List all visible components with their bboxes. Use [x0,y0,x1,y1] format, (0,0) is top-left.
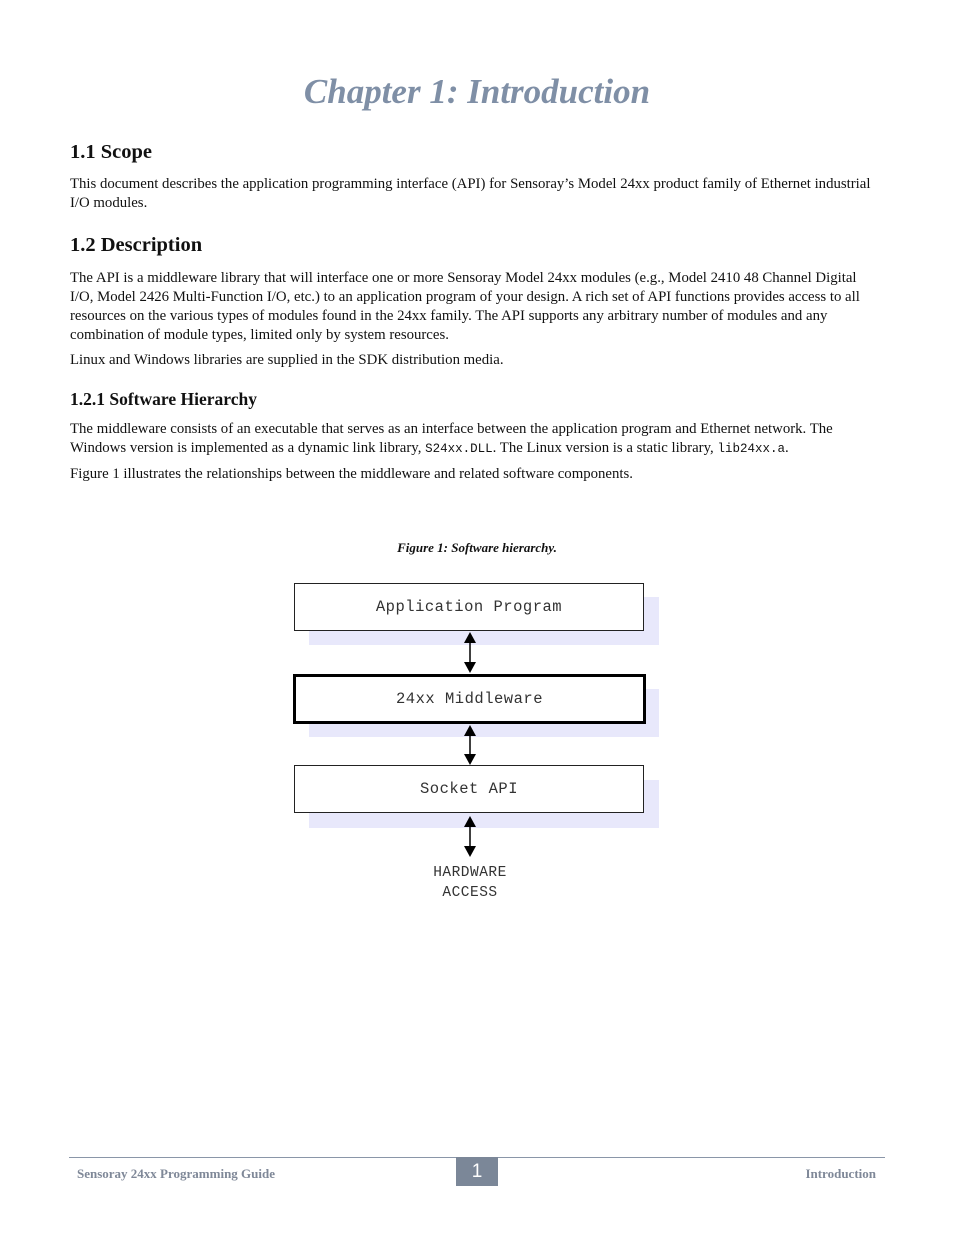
description-paragraph-1: The API is a middleware library that will interface one or more Sensoray Model 24xx modules (e.g., Model 2410 48 Channel Digital I/O, Model 2426 Multi-Function I/O, etc.) to an application program of your design. A rich set of API functions provides access to all resources on the various types of modules found in the 24xx family. The API supports any arbitrary number of modules and any combination of module types, limited only by system resources. [70,270,860,343]
dll-filename: S24xx.DLL [425,442,493,456]
software-hierarchy-paragraph-1 [70,420,882,459]
page-number: 1 [456,1157,498,1186]
socket-api-box: Socket API [294,765,644,813]
software-hierarchy-paragraph-2: Figure 1 illustrates the relationships between the middleware and related software components. [70,466,633,482]
figure-caption: Figure 1: Software hierarchy. [397,540,557,555]
description-heading: 1.2 Description [70,234,203,256]
scope-paragraph: This document describes the application programming interface (API) for Sensoray’s Model 24xx product family of Ethernet industrial I/O modules. [70,176,871,211]
description-paragraph-2: Linux and Windows libraries are supplied in the SDK distribution media. [70,352,504,368]
scope-heading: 1.1 Scope [70,141,152,163]
arrow-socket-hardware [464,816,476,857]
arrow-app-middleware [464,632,476,673]
footer-chapter-name: Introduction [805,1166,876,1181]
application-program-box: Application Program [294,583,644,631]
hierarchy-text-part-1: The middleware consists of an executable that serves as an interface between the application program and Ethernet network. The Windows version is implemented as a dynamic link library, [70,421,833,456]
hardware-label-line-1: HARDWARE [433,865,507,881]
software-hierarchy-heading: 1.2.1 Software Hierarchy [70,389,257,409]
lib-filename: lib24xx.a [717,442,785,456]
middleware-box: 24xx Middleware [293,674,646,724]
diagram-arrows [455,630,485,862]
hierarchy-text-part-2: . The Linux version is a static library, [492,440,718,456]
footer-document-title: Sensoray 24xx Programming Guide [77,1166,276,1181]
arrow-middleware-socket [464,725,476,765]
hierarchy-text-part-3: . [784,440,789,456]
hardware-label-line-2: ACCESS [442,885,498,901]
chapter-title: Chapter 1: Introduction [303,72,651,111]
hardware-access-label [400,863,540,903]
